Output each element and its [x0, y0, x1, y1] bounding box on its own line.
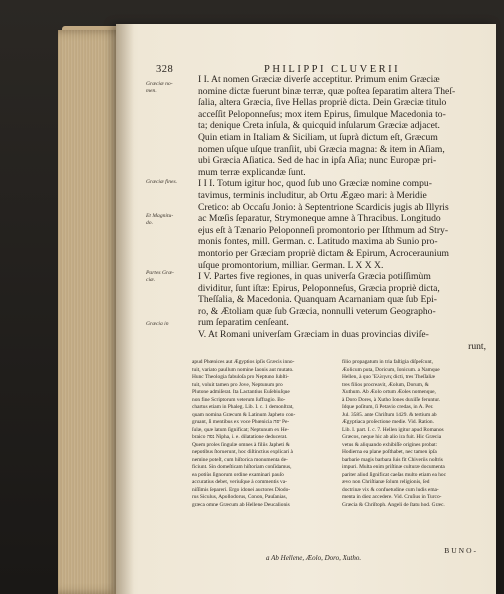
text-line: Theſſalia, & Macedonia. Quanquam Acarnaniam quæ ſub Epi-: [198, 294, 437, 306]
text-line: ſalia, altera Græcia, ſive Hellas propriè dicta. Dein Græciæ titulo: [198, 97, 447, 109]
footnote-line: nepotibus ſtoruerunt, hoc diſtinctius explicari à: [192, 449, 293, 455]
text-line: dividitur, ſunt iſtæ: Epirus, Peloponneſus, Græcia propriè dicta,: [198, 282, 440, 294]
text-line: I I. At nomen Græciæ diverſe acceptitur. Primum enim Græciæ: [198, 74, 440, 85]
text-line: ta; denique Creta inſula, & quicquid inſularum Græciæ adjacet.: [198, 120, 440, 132]
footnote-line: doctrinæ vix & confuetudine cum ludis ema-: [342, 486, 439, 493]
footnote-line: Græcos, neque hic ab alio ira fuit. Hic Græcia: [342, 434, 442, 440]
text-line: acceſſit Peloponneſus; mox item Epirus, ſimulque Macedonia to-: [198, 108, 446, 120]
footnotes: [192, 359, 484, 547]
footnote-line: Lib. I. part. I. c. 7. Hellen igitur apud Romanos: [342, 426, 444, 433]
footnote-line: Idque poſitum, ſi Petavio credas, in A. Per.: [342, 404, 434, 410]
text-line: ac Mœſis ſeparatur, Strymoneque amne à Thracibus. Longitudo: [198, 213, 441, 225]
margin-note: Græciæ fines.: [146, 179, 178, 185]
footnote-line: Ægyptiaca proſectione medie. Vid. Ration.: [342, 419, 434, 425]
text-line: I I I. Totum igitur hoc, quod ſub uno Græciæ nomine compu-: [198, 178, 432, 190]
footnote-line: ea potiùs ſignorum ordine examinari pauſo: [192, 471, 284, 478]
footnote-line: Æolicum puta, Doricum, Ionicum. a Namque: [342, 366, 440, 373]
text-line: Quin etiam in Italiam & Siciliam, ut ſuprà dictum eſt, Græcum: [198, 131, 438, 143]
footnote-line: menta in diez accedere. Vid. Cruſius in Turco-: [342, 494, 442, 500]
margin-note: do.: [146, 220, 153, 226]
footnote-line: quam nomina Græcum & Latinum Japheto con-: [192, 411, 296, 418]
footnote-column-right: [342, 359, 484, 509]
footnote-line: tuit, voluit tamen pro Jove, Neptunum pro: [192, 381, 283, 388]
text-line: tavimus, terminis includitur, ab Ortu Ægæo mari: à Meridie: [198, 189, 427, 201]
footnote-line: à Doro Dores, à Xutho Iones duxiſſe feruntur.: [342, 396, 441, 403]
footnote-line: apud Phœnices aut Ægyptios ipſis Græcis inno-: [192, 359, 295, 365]
footnote-line: barbarie magis barbara ſuis fit Chiveriis noſtris: [342, 456, 443, 463]
margin-note: Græciæ no-: [146, 81, 173, 87]
gutter-shadow: [116, 24, 134, 594]
footnote-line: braico נפה Nipha, i. e. dilatatione deducerat.: [192, 434, 288, 440]
book-page: [116, 24, 496, 594]
paragraph-2: [198, 74, 486, 178]
text-line: ro, & Ætoliam quæ ſub Græcia, nonnulli veterum Geographo-: [198, 305, 436, 317]
footnote-line: non fine Scriptorum veterum ſuffragio. Bo-: [192, 396, 286, 403]
footnote-line: ficiunt. Sin domeſticam hiſtoriam conſidamus,: [192, 464, 292, 470]
margin-note: Græcia in: [146, 321, 169, 327]
footnote-line: Xuthum. Ab Æolo ortum Æoles nomenque,: [342, 389, 436, 395]
text-line: montorio per Græciam propriè dictam & Epirum, Acroceraunium: [198, 247, 449, 259]
margin-note: Et Magnitu-: [146, 213, 174, 219]
footnote-line: gruant, ſi mentibus ex voce Phœnicia יפה Pe-: [192, 419, 290, 425]
paragraph-3: [198, 178, 486, 271]
text-line: monis fontes, mill. German. c. Latitudo maxima ab Sunio pro-: [198, 236, 438, 248]
footnote-line: tres filios procreavit, Æolum, Dorum, &: [342, 381, 429, 388]
footnote-line: Græcia & Chriſtoph. Angeli de ſtatu hod. Græc.: [342, 501, 445, 508]
bottom-note: a Ab Hellene, Æolo, Doro, Xutho.: [266, 554, 362, 562]
footnote-line: nemine poteſt, cum hiſtorica monumenta de-: [192, 456, 288, 463]
footnote-line: rus Siculus, Apollodorus, Conon, Pauſanias,: [192, 494, 287, 500]
footnote-line: impuri. Multa enim priſtinæ culturæ documenta: [342, 464, 445, 470]
margin-note: Partes Græ-: [146, 270, 174, 276]
footnote-line: græca omne Græcum ab Hellene Deucalionis: [192, 501, 290, 508]
text-line: Cretico: ab Occaſu Jonio: à Septentrione Scardicis jugis ab Illyris: [198, 201, 449, 213]
footnote-line: Plutone admiſerat. Ita Lactantius Euſebiuſque: [192, 389, 290, 395]
footnote-line: chartus etiam in Phaleg. Lib. I. c. 1 demonſtrat,: [192, 404, 294, 410]
page-number: 328: [156, 64, 174, 75]
text-line: nomen uſque uſque tranſiit, ubi Græcia magna: & item in Aſiam,: [198, 143, 445, 155]
text-line: V. At Romani univerſam Græciam in duas provincias diviſe-: [198, 329, 429, 341]
text-line: nomine dictæ fuerunt binæ terræ, quæ poſtea ſeparatim altera Theſ-: [198, 85, 456, 97]
footnote-line: Quem proles ſingulæ omnes à filiis Japheti &: [192, 441, 290, 448]
text-line: I V. Partes five regiones, in quas univerſa Græcia potiſſimùm: [198, 271, 431, 283]
text-line: uſque promontorium, milliar. German. L X X X.: [198, 259, 384, 271]
footnote-line: filio propagatum in tria faſtigia diſpeſcunt,: [342, 359, 434, 365]
text-line: mum terræ explicandæ ſunt.: [198, 166, 306, 178]
footnote-line: vetus & aliquando exhibiſſe origines probat:: [342, 441, 438, 448]
margin-note: men.: [146, 88, 157, 94]
footnote-line: Hunc Theologia fabuloſa pro Neptuno ſubſti-: [192, 374, 289, 380]
text-line: ubi Græcia Aſiatica. Sed de hac in ipſa Aſia; nunc Europæ pri-: [198, 155, 437, 167]
footnote-line: niſſimis ſepareri. Ergo idonei auctores Diodo-: [192, 486, 291, 493]
footnote-line: accuratius debet, veriuſque à commentis va-: [192, 479, 287, 485]
footnote-line: ævo non Chriſtianæ ſolum religionis, ſed: [342, 479, 430, 485]
footnote-line: ſulæ, quæ latum ſignificat; Neptunum ex He-: [192, 426, 289, 433]
running-title: PHILIPPI CLUVERII: [264, 64, 401, 75]
main-text: [198, 74, 486, 352]
footnote-line: Hodierna ea plane poſthabet, nec tamen ipſa: [342, 449, 437, 455]
footnote-column-left: [192, 359, 334, 509]
footnote-line: tuit, variato paullum nomine Iaonis aut mutato.: [192, 366, 294, 373]
footnote-line: Hellen, à quo Ἕλληνες dicti, tres Theſſaliæ: [342, 374, 435, 380]
paragraph-4: [198, 271, 486, 329]
paragraph-5: [198, 329, 486, 352]
footnote-line: Jul. 3585. ante Chriſtum 1429. & tertium ab: [342, 411, 437, 418]
margin-note: ciæ.: [146, 277, 156, 283]
text-line: runt,: [468, 340, 486, 352]
footnote-line: pariter aliud ſignificat caeſas multo etiam ea hoc: [342, 471, 447, 478]
text-line: ejus eſt à Tænario Peloponneſi promontorio per Iſthmum ad Stry-: [198, 224, 449, 236]
catchword: BUNO-: [444, 546, 478, 555]
text-line: rum ſeparatim cenſeant.: [198, 317, 289, 329]
